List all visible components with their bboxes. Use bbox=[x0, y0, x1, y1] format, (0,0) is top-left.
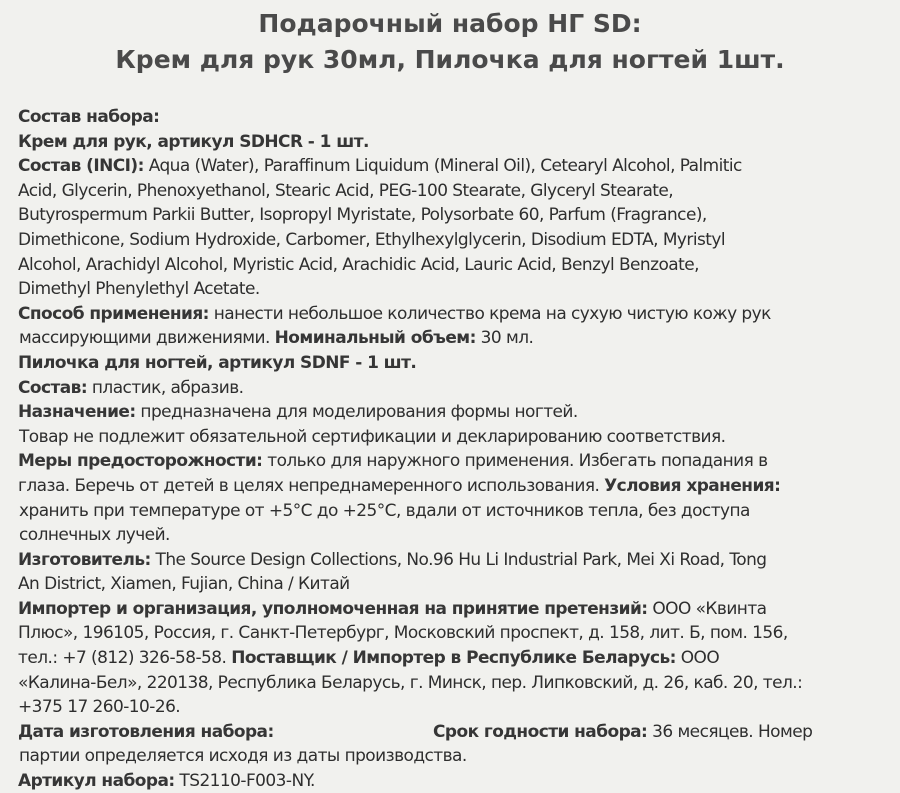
cream-heading: Крем для рук, артикул SDHCR - 1 шт. bbox=[18, 130, 369, 151]
storage-line: солнечных лучей. bbox=[19, 524, 170, 545]
article-line: Артикул набора: TS2110-F003-NY. bbox=[18, 770, 315, 791]
cream-composition-line: Dimethyl Phenylethyl Acetate. bbox=[18, 278, 260, 299]
importer-line: +375 17 260-10-26. bbox=[18, 696, 181, 717]
importer-line: тел.: +7 (812) 326-58-58. Поставщик / Импортер в Республике Беларусь: ООО bbox=[18, 647, 720, 668]
set-heading: Состав набора: bbox=[18, 106, 160, 126]
manufacturer-line: Изготовитель: The Source Design Collections, No.96 Hu Li Industrial Park, Mei Xi Road, Tong bbox=[18, 548, 767, 569]
precautions-label: Меры предосторожности: bbox=[18, 450, 263, 471]
usage-label: Способ применения: bbox=[18, 302, 209, 323]
storage-label: Условия хранения: bbox=[604, 474, 781, 495]
precautions-line: Меры предосторожности: только для наружного применения. Избегать попадания в bbox=[18, 450, 768, 471]
cream-usage-line: Способ применения: нанести небольшое количество крема на сухую чистую кожу рук bbox=[18, 302, 771, 323]
page-title bbox=[0, 0, 900, 78]
cream-composition-label: Состав (INCI): bbox=[18, 155, 144, 176]
file-heading: Пилочка для ногтей, артикул SDNF - 1 шт. bbox=[18, 351, 417, 372]
file-purpose: Назначение: предназначена для моделирования формы ногтей. bbox=[18, 401, 578, 422]
volume-label: Номинальный объем: bbox=[274, 327, 476, 348]
cream-composition-line: Alcohol, Arachidyl Alcohol, Myristic Acid, Arachidic Acid, Lauric Acid, Benzyl Benzoate, bbox=[18, 253, 699, 274]
manufacturer-label: Изготовитель: bbox=[18, 548, 151, 569]
shelf-life-label: Срок годности набора: bbox=[433, 720, 648, 741]
certification-note: Товар не подлежит обязательной сертификации и декларированию соответствия. bbox=[19, 425, 726, 446]
belarus-importer-label: Поставщик / Импортер в Республике Беларусь: bbox=[231, 647, 676, 668]
importer-line: Плюс», 196105, Россия, г. Санкт-Петербург, Московский проспект, д. 158, лит. Б, пом. 156, bbox=[18, 622, 788, 643]
batch-note: партии определяется исходя из даты производства. bbox=[19, 745, 467, 766]
title-line-1: Подарочный набор НГ SD: bbox=[258, 9, 642, 38]
label-body bbox=[18, 104, 890, 793]
cream-composition-line: Acid, Glycerin, Phenoxyethanol, Stearic Acid, PEG-100 Stearate, Glyceryl Stearate, bbox=[18, 179, 674, 200]
cream-composition-line: Состав (INCI): Aqua (Water), Paraffinum Liquidum (Mineral Oil), Cetearyl Alcohol, Palmitic bbox=[18, 155, 742, 176]
importer-line: Импортер и организация, уполномоченная на принятие претензий: ООО «Квинта bbox=[18, 597, 767, 618]
precautions-line: глаза. Беречь от детей в целях непреднамеренного использования. Условия хранения: bbox=[18, 474, 781, 495]
title-line-2: Крем для рук 30мл, Пилочка для ногтей 1шт. bbox=[115, 45, 785, 74]
article-label: Артикул набора: bbox=[18, 770, 175, 791]
dates-line bbox=[18, 719, 890, 744]
importer-label: Импортер и организация, уполномоченная на принятие претензий: bbox=[18, 597, 648, 618]
manufacturer-line: An District, Xiamen, Fujian, China / Китай bbox=[18, 573, 350, 594]
cream-composition-line: Butyrospermum Parkii Butter, Isopropyl Myristate, Polysorbate 60, Parfum (Fragrance), bbox=[18, 204, 707, 225]
importer-line: «Калина-Бел», 220138, Республика Беларусь, г. Минск, пер. Липковский, д. 26, каб. 20, тел.: bbox=[18, 671, 803, 692]
cream-usage-line: массирующими движениями. Номинальный объем: 30 мл. bbox=[19, 327, 534, 348]
manufacture-date-label: Дата изготовления набора: bbox=[18, 720, 274, 741]
cream-composition-line: Dimethicone, Sodium Hydroxide, Carbomer, Ethylhexylglycerin, Disodium EDTA, Myristyl bbox=[18, 228, 726, 249]
storage-line: хранить при температуре от +5°C до +25°C, вдали от источников тепла, без доступа bbox=[19, 499, 750, 520]
shelf-life: Срок годности набора: 36 месяцев. Номер bbox=[433, 720, 813, 741]
file-composition: Состав: пластик, абразив. bbox=[18, 376, 244, 397]
